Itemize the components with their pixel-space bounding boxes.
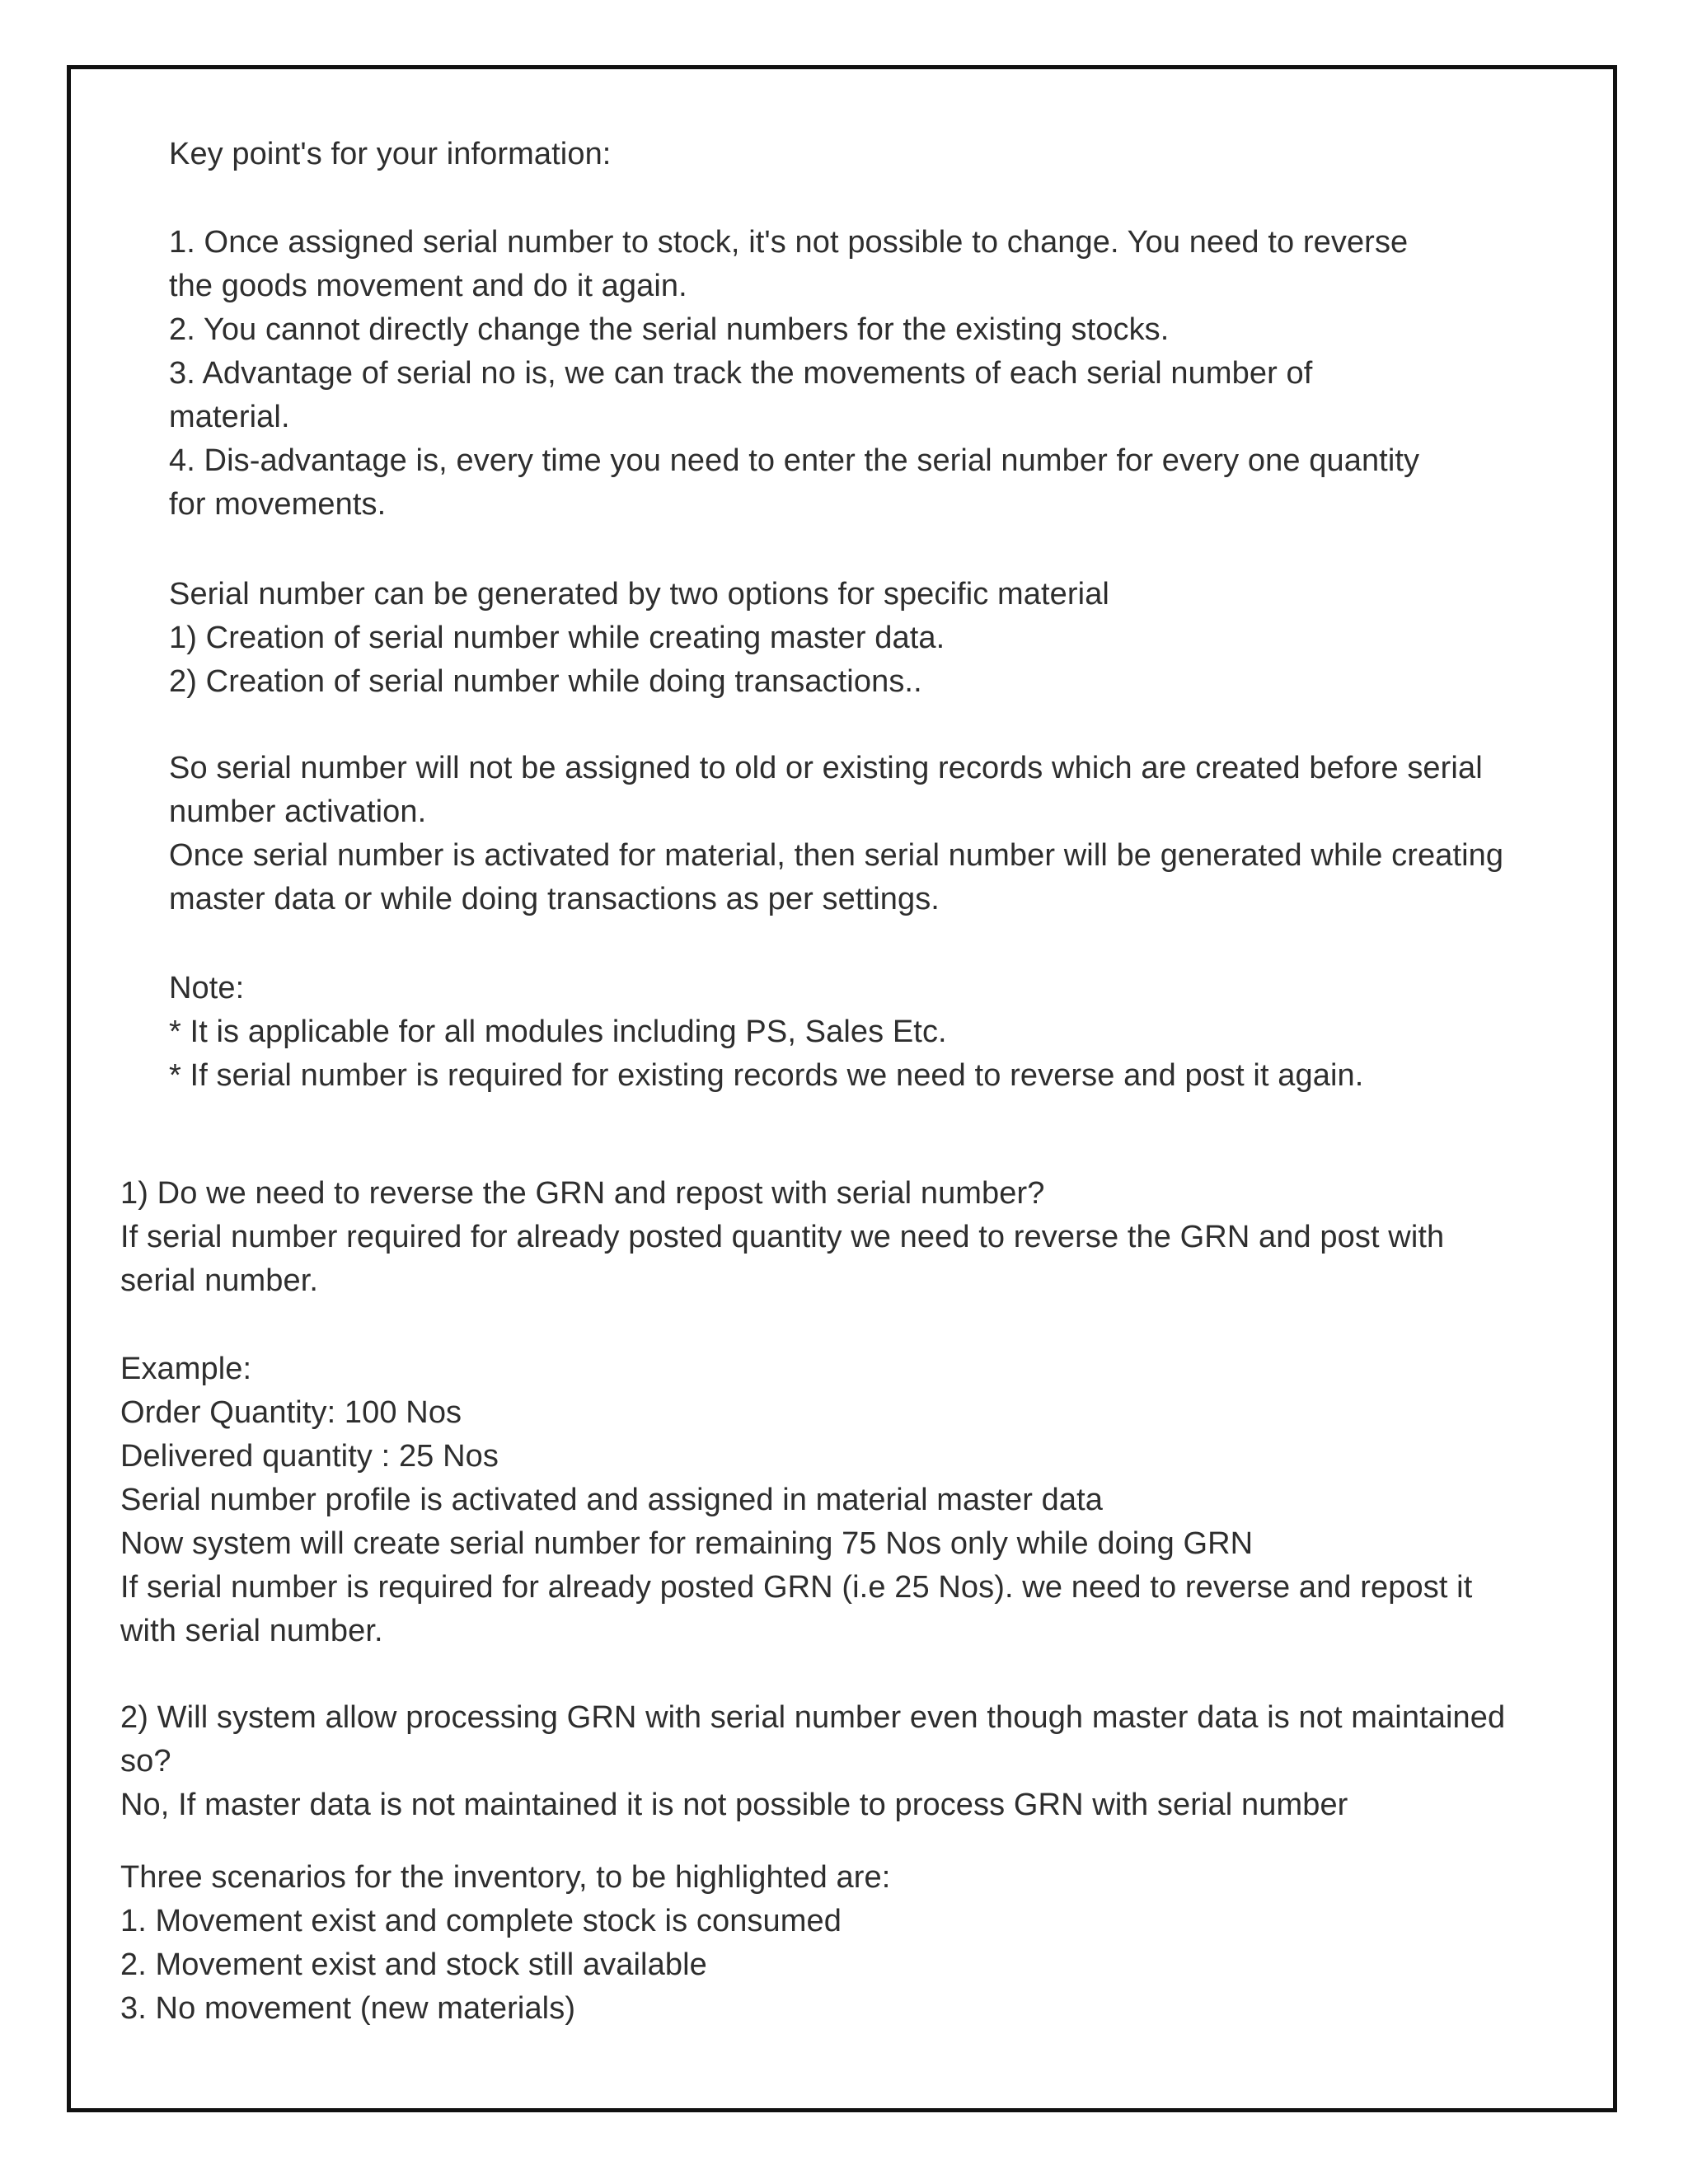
key-points-heading: Key point's for your information: <box>169 137 612 171</box>
answer-2: No, If master data is not maintained it is not possible to process GRN with serial number <box>120 1788 1348 1822</box>
example-line-5: If serial number is required for already posted GRN (i.e 25 Nos). we need to reverse and repost it <box>120 1570 1473 1605</box>
scenarios-heading: Three scenarios for the inventory, to be highlighted are: <box>120 1860 891 1895</box>
key-point-1-line-1: 1. Once assigned serial number to stock, it's not possible to change. You need to reverse <box>169 225 1409 260</box>
scenario-2: 2. Movement exist and stock still available <box>120 1947 707 1982</box>
activation-line-1: So serial number will not be assigned to old or existing records which are created before serial <box>169 751 1483 785</box>
generation-intro: Serial number can be generated by two options for specific material <box>169 577 1109 612</box>
key-point-4-line-1: 4. Dis-advantage is, every time you need to enter the serial number for every one quantity <box>169 443 1420 478</box>
generation-option-2: 2) Creation of serial number while doing transactions.. <box>169 664 922 699</box>
example-delivered-quantity: Delivered quantity : 25 Nos <box>120 1439 499 1474</box>
key-point-4-line-2: for movements. <box>169 487 387 522</box>
key-point-3-line-2: material. <box>169 400 290 434</box>
example-order-quantity: Order Quantity: 100 Nos <box>120 1395 462 1430</box>
example-line-4: Now system will create serial number for remaining 75 Nos only while doing GRN <box>120 1526 1254 1561</box>
example-line-6: with serial number. <box>120 1614 383 1648</box>
answer-1-line-1: If serial number required for already posted quantity we need to reverse the GRN and post with <box>120 1220 1445 1254</box>
question-1: 1) Do we need to reverse the GRN and repost with serial number? <box>120 1176 1045 1211</box>
question-2-line-2: so? <box>120 1744 171 1779</box>
key-point-1-line-2: the goods movement and do it again. <box>169 269 687 303</box>
example-heading: Example: <box>120 1352 252 1386</box>
activation-line-3: Once serial number is activated for material, then serial number will be generated while creating <box>169 838 1504 873</box>
note-bullet-2: * If serial number is required for existing records we need to reverse and post it again. <box>169 1058 1364 1093</box>
note-bullet-1: * It is applicable for all modules including PS, Sales Etc. <box>169 1015 947 1049</box>
answer-1-line-2: serial number. <box>120 1263 319 1298</box>
generation-option-1: 1) Creation of serial number while creating master data. <box>169 621 945 655</box>
example-line-3: Serial number profile is activated and assigned in material master data <box>120 1483 1104 1517</box>
activation-line-2: number activation. <box>169 794 427 829</box>
scenario-1: 1. Movement exist and complete stock is consumed <box>120 1904 842 1938</box>
scenario-3: 3. No movement (new materials) <box>120 1991 576 2026</box>
note-heading: Note: <box>169 971 245 1005</box>
activation-line-4: master data or while doing transactions as per settings. <box>169 882 940 916</box>
question-2-line-1: 2) Will system allow processing GRN with serial number even though master data is not maintained <box>120 1700 1506 1735</box>
key-point-2: 2. You cannot directly change the serial numbers for the existing stocks. <box>169 312 1170 347</box>
key-point-3-line-1: 3. Advantage of serial no is, we can track the movements of each serial number of <box>169 356 1313 391</box>
